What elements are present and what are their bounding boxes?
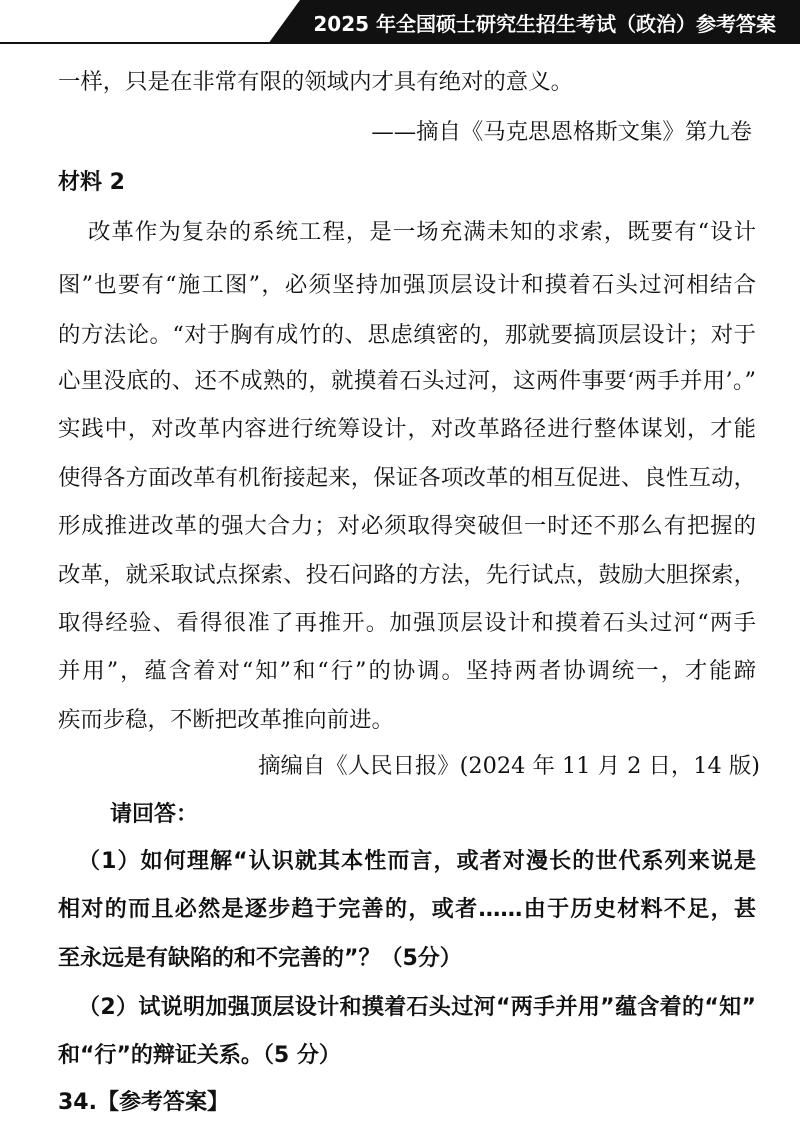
question1-line: 至永远是有缺陷的和不完善的”？（5分） xyxy=(58,946,462,971)
material2-line: 形成推进改革的强大合力；对必须取得突破但一时还不那么有把握的 xyxy=(58,513,756,539)
material2-line: 取得经验、看得很准了再推开。加强顶层设计和摸着石头过河“两手 xyxy=(58,610,756,636)
material2-heading: 材料 2 xyxy=(58,170,125,195)
material2-line: 改革，就采取试点探索、投石问路的方法，先行试点，鼓励大胆探索， xyxy=(58,562,756,588)
question2-line: 和“行”的辩证关系。（5 分） xyxy=(58,1043,341,1068)
material2-source: 摘编自《人民日报》(2024 年 11 月 2 日，14 版) xyxy=(258,753,760,779)
material1-source: ——摘自《马克思恩格斯文集》第九卷 xyxy=(371,119,752,145)
answer-label: 34.【参考答案】 xyxy=(58,1090,229,1115)
material2-line: 的方法论。“对于胸有成竹的、思虑缜密的，那就要搞顶层设计；对于 xyxy=(58,322,756,348)
material1-tail: 一样，只是在非常有限的领域内才具有绝对的意义。 xyxy=(58,69,573,95)
question2-line: （2）试说明加强顶层设计和摸着石头过河“两手并用”蕴含着的“知” xyxy=(78,995,756,1020)
material2-line: 心里没底的、还不成熟的，就摸着石头过河，这两件事要‘两手并用’。” xyxy=(58,368,756,394)
material2-line: 图”也要有“施工图”，必须坚持加强顶层设计和摸着石头过河相结合 xyxy=(58,272,756,298)
question1-line: 相对的而且必然是逐步趋于完善的，或者……由于历史材料不足，甚 xyxy=(58,897,756,922)
questions-prompt: 请回答： xyxy=(110,802,199,827)
exam-title: 2025 年全国硕士研究生招生考试（政治）参考答案 xyxy=(313,12,776,36)
material2-line: 改革作为复杂的系统工程，是一场充满未知的求索，既要有“设计 xyxy=(88,219,756,245)
material2-line: 使得各方面改革有机衔接起来，保证各项改革的相互促进、良性互动， xyxy=(58,465,756,491)
material2-line: 并用”，蕴含着对“知”和“行”的协调。坚持两者协调统一，才能蹄 xyxy=(58,658,756,684)
material2-line: 疾而步稳，不断把改革推向前进。 xyxy=(58,707,394,733)
material2-line: 实践中，对改革内容进行统筹设计，对改革路径进行整体谋划，才能 xyxy=(58,416,756,442)
question1-line: （1）如何理解“认识就其本性而言，或者对漫长的世代系列来说是 xyxy=(78,849,756,874)
